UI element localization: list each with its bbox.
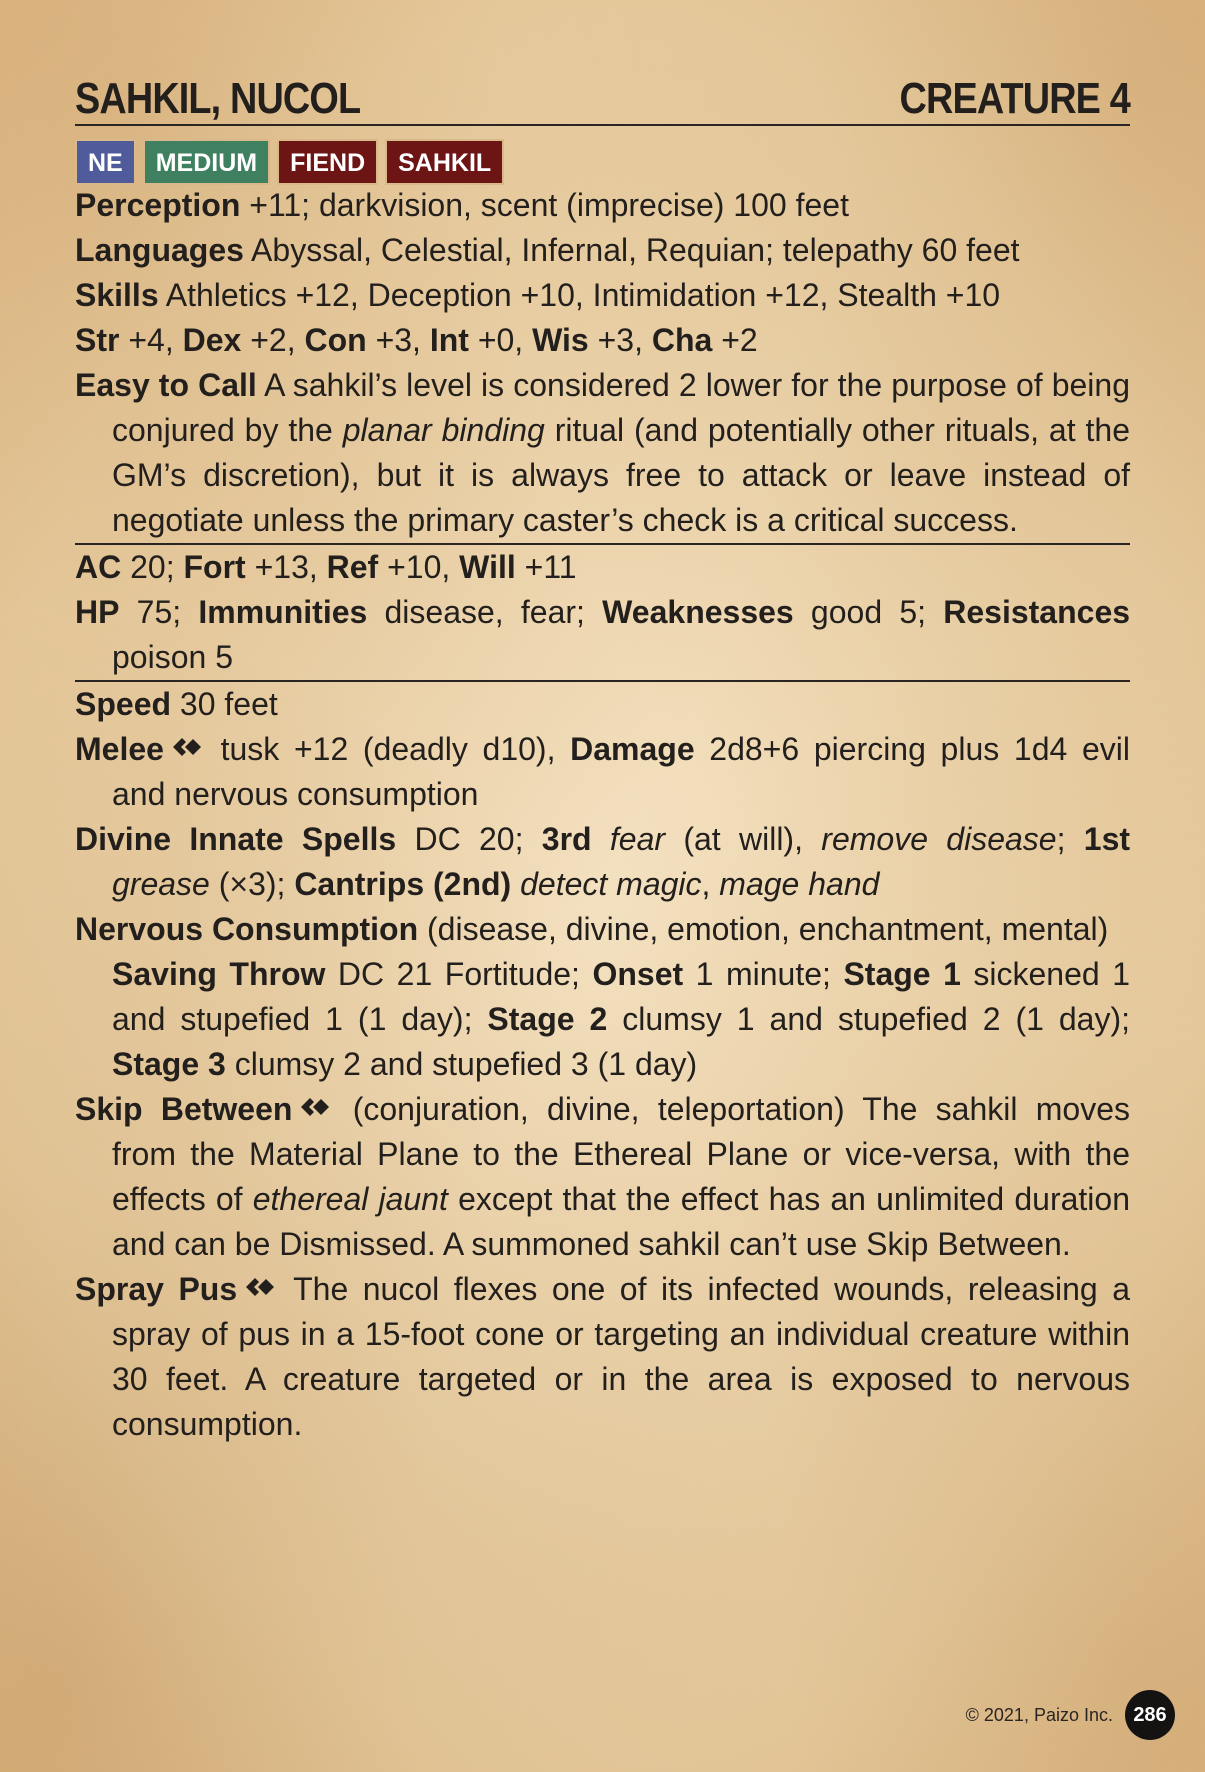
ac-label: AC — [75, 549, 122, 585]
easy-to-call-label: Easy to Call — [75, 367, 257, 403]
immunities-value: disease, fear; — [367, 594, 603, 630]
trait-list — [75, 139, 1130, 183]
will-value: +11 — [515, 549, 577, 585]
detect-magic-spell: detect magic — [520, 866, 702, 902]
trait-alignment: NE — [75, 139, 136, 185]
saving-throw-value: DC 21 Fortitude; — [325, 956, 593, 992]
stage-1-label: Stage 1 — [843, 956, 961, 992]
cantrips-label: Cantrips (2nd) — [294, 866, 512, 902]
innate-spells — [75, 817, 1130, 907]
planar-binding-spell: planar binding — [342, 412, 545, 448]
wis-label: Wis — [532, 322, 589, 358]
cha-label: Cha — [651, 322, 713, 358]
damage-label: Damage — [570, 731, 695, 767]
nervous-consumption-ability — [75, 907, 1130, 1087]
languages-label: Languages — [75, 232, 244, 268]
skills-line — [75, 273, 1130, 318]
weaknesses-label: Weaknesses — [602, 594, 794, 630]
creature-level: CREATURE 4 — [899, 74, 1130, 123]
single-action-icon — [296, 1090, 330, 1124]
nervous-consumption-traits: (disease, divine, emotion, enchantment, mental) — [418, 911, 1109, 947]
skills-text: Athletics +12, Deception +10, Intimidation +12, Stealth +10 — [158, 277, 1001, 313]
will-label: Will — [459, 549, 516, 585]
single-action-icon — [168, 730, 202, 764]
ethereal-jaunt-spell: ethereal jaunt — [252, 1181, 448, 1217]
remove-disease-spell: remove disease — [821, 821, 1057, 857]
melee-strike — [75, 727, 1130, 817]
stage-3-value: clumsy 2 and stupefied 3 (1 day) — [225, 1046, 698, 1082]
stat-block — [75, 68, 1130, 1447]
hp-value: 75; — [119, 594, 199, 630]
fort-value: +13, — [245, 549, 327, 585]
semicolon: ; — [1056, 821, 1084, 857]
title-row — [75, 68, 1130, 126]
onset-label: Onset — [592, 956, 684, 992]
spray-pus-label: Spray Pus — [75, 1271, 238, 1307]
stage-1-value: sickened 1 and stupefied 1 (1 day); — [112, 956, 1131, 1037]
languages-line — [75, 228, 1130, 273]
space — [511, 866, 520, 902]
page-footer — [966, 1690, 1175, 1740]
skip-between-text-1: (conjuration, divine, teleportation) The sahkil moves from the Material Plane to the Ethereal Plane or vice-versa, with the effects of — [112, 1091, 1131, 1217]
speed-label: Speed — [75, 686, 172, 722]
saving-throw-label: Saving Throw — [112, 956, 326, 992]
perception-line — [75, 183, 1130, 228]
melee-text-2: 2d8+6 piercing plus 1d4 evil and nervous consumption — [112, 731, 1131, 812]
melee-label: Melee — [75, 731, 164, 767]
resistances-value: poison 5 — [112, 639, 233, 675]
con-label: Con — [304, 322, 367, 358]
dex-label: Dex — [182, 322, 242, 358]
easy-to-call-text-1: A sahkil’s level is considered 2 lower for the purpose of being conjured by the — [112, 367, 1131, 448]
rank-1-label: 1st — [1083, 821, 1131, 857]
int-value: +0, — [468, 322, 533, 358]
trait-size: MEDIUM — [143, 139, 270, 185]
skip-between-text-2: except that the effect has an unlimited duration and can be Dismissed. A summoned sahkil can’t use Skip Between. — [112, 1181, 1131, 1262]
creature-name: SAHKIL, NUCOL — [75, 74, 361, 123]
skip-between-ability — [75, 1087, 1130, 1267]
spells-dc: DC 20; — [396, 821, 542, 857]
saves-line — [75, 545, 1130, 590]
ability-scores-line — [75, 318, 1130, 363]
perception-label: Perception — [75, 187, 241, 223]
spray-pus-text: The nucol flexes one of its infected wounds, releasing a spray of pus in a 15-foot cone or targeting an individual creature within 30 feet. A creature targeted or in the area is exposed to nervous consumption. — [112, 1271, 1131, 1442]
times-three-text: (×3); — [209, 866, 295, 902]
stage-2-value: clumsy 1 and stupefied 2 (1 day); — [607, 1001, 1130, 1037]
at-will-text: (at will), — [665, 821, 822, 857]
ref-label: Ref — [326, 549, 379, 585]
grease-spell: grease — [112, 866, 210, 902]
stage-2-label: Stage 2 — [487, 1001, 608, 1037]
wis-value: +3, — [588, 322, 652, 358]
page-number: 286 — [1125, 1690, 1175, 1740]
trait-fiend: FIEND — [277, 139, 378, 185]
perception-text: +11; darkvision, scent (imprecise) 100 feet — [240, 187, 849, 223]
hp-label: HP — [75, 594, 120, 630]
trait-sahkil: SAHKIL — [385, 139, 504, 185]
languages-text: Abyssal, Celestial, Infernal, Requian; telepathy 60 feet — [243, 232, 1020, 268]
ref-value: +10, — [378, 549, 460, 585]
melee-text-1: tusk +12 (deadly d10), — [205, 731, 571, 767]
easy-to-call-ability — [75, 363, 1130, 543]
copyright-notice: © 2021, Paizo Inc. — [965, 1704, 1113, 1725]
str-value: +4, — [119, 322, 183, 358]
rank-3-label: 3rd — [541, 821, 592, 857]
speed-value: 30 feet — [171, 686, 278, 722]
hp-line — [75, 590, 1130, 680]
fear-spell: fear — [609, 821, 666, 857]
spells-label: Divine Innate Spells — [75, 821, 397, 857]
single-action-icon — [241, 1270, 275, 1304]
con-value: +3, — [366, 322, 430, 358]
int-label: Int — [429, 322, 469, 358]
cha-value: +2 — [712, 322, 758, 358]
easy-to-call-text-2: ritual (and potentially other rituals, at the GM’s discretion), but it is always free to attack or leave instead of negotiate unless the primary caster’s check is a critical success. — [112, 412, 1131, 538]
dex-value: +2, — [241, 322, 305, 358]
resistances-label: Resistances — [943, 594, 1131, 630]
weaknesses-value: good 5; — [793, 594, 944, 630]
str-label: Str — [75, 322, 120, 358]
skills-label: Skills — [75, 277, 159, 313]
comma: , — [701, 866, 720, 902]
stage-3-label: Stage 3 — [112, 1046, 226, 1082]
spray-pus-ability — [75, 1267, 1130, 1447]
immunities-label: Immunities — [198, 594, 368, 630]
speed-line — [75, 682, 1130, 727]
skip-between-label: Skip Between — [75, 1091, 293, 1127]
mage-hand-spell: mage hand — [719, 866, 880, 902]
fort-label: Fort — [183, 549, 246, 585]
nervous-consumption-label: Nervous Consumption — [75, 911, 419, 947]
onset-value: 1 minute; — [683, 956, 844, 992]
ac-value: 20; — [121, 549, 184, 585]
